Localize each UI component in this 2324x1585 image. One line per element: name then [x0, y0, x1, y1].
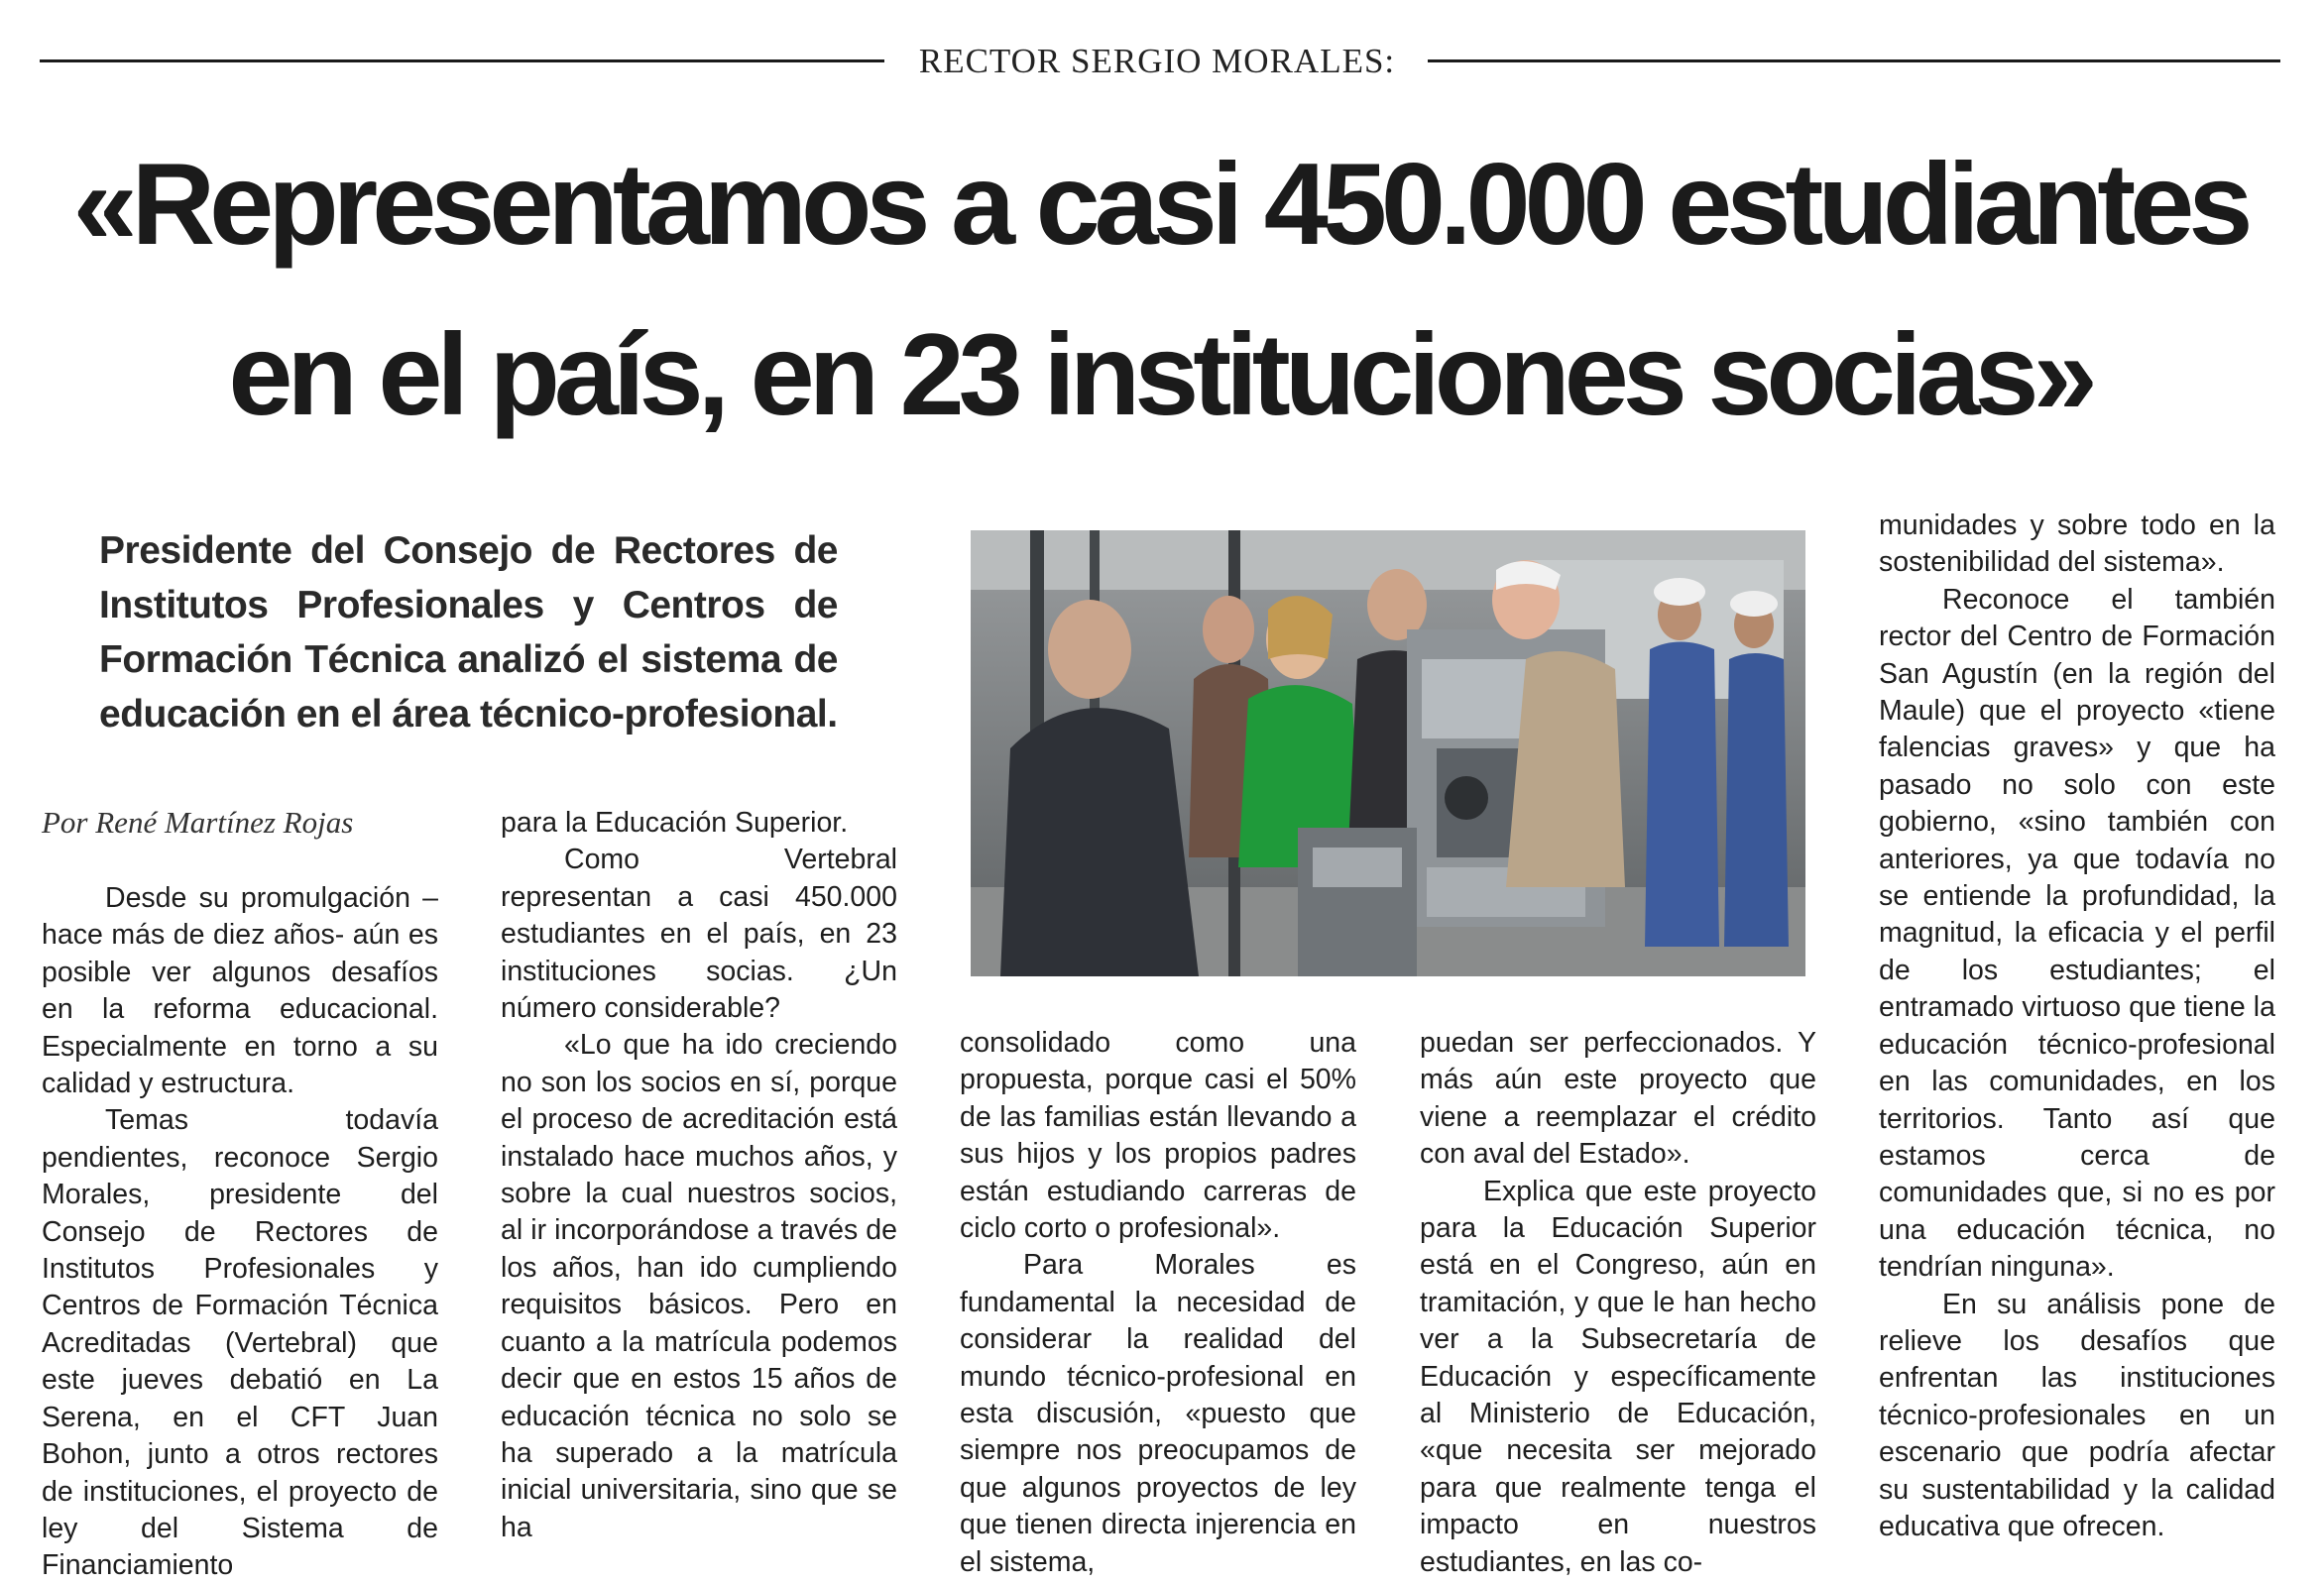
article-column-4	[1420, 1025, 1816, 1581]
news-photo	[971, 530, 1805, 976]
paragraph: para la Educación Superior.	[501, 807, 849, 839]
paragraph: Desde su promulgación –hace más de diez años- aún es posible ver algunos desafíos en la reforma educacional. Especialmente en torno a su calidad y estructura.	[42, 882, 438, 1100]
headline	[40, 119, 2280, 460]
kicker-label: RECTOR SERGIO MORALES:	[918, 42, 1396, 80]
kicker-bar	[40, 42, 2280, 85]
kicker-rule-left	[40, 59, 884, 62]
paragraph: Reconoce el también rector del Centro de Formación San Agustín (en la región del Maule) que el proyecto «tiene falencias graves» y que ha pasado no solo con este gobierno, «sino también con anteriores, ya que todavía no se entiende la profundidad, la magnitud, la eficacia y el perfil de los estudiantes; el entramado virtuoso que tiene la educación técnico-profesional en las comunidades, en los territorios. Tanto así que estamos cerca de comunidades que, si no es por una educación técnica, no tendrían ninguna».	[1879, 583, 2275, 1284]
paragraph: munidades y sobre todo en la sostenibilidad del sistema».	[1879, 509, 2275, 579]
article-column-2	[501, 805, 897, 1546]
paragraph: Como Vertebral representan a casi 450.000 estudiantes en el país, en 23 instituciones socias. ¿Un número considerable?	[501, 844, 897, 1025]
headline-line-1: «Representamos a casi 450.000 estudiantes	[72, 139, 2248, 269]
article-column-1	[42, 880, 438, 1585]
kicker-rule-right	[1428, 59, 2280, 62]
article-column-5	[1879, 508, 2275, 1545]
paragraph: Explica que este proyecto para la Educación Superior está en el Congreso, aún en tramitación, y que le han hecho ver a la Subsecretaría de Educación y específicamente al Ministerio de Educación, «que necesita ser mejorado para que realmente tenga el impacto en nuestros estudiantes, en las co-	[1420, 1175, 1816, 1578]
photo-illustration	[971, 530, 1805, 976]
paragraph: En su análisis pone de relieve los desafíos que enfrentan las instituciones técnico-profesionales en un escenario que podría afectar su sustentabilidad y la calidad educativa que ofrecen.	[1879, 1288, 2275, 1542]
paragraph: Para Morales es fundamental la necesidad de considerar la realidad del mundo técnico-profesional en esta discusión, «puesto que siempre nos preocupamos de que algunos proyectos de ley que tienen directa injerencia en el sistema,	[960, 1249, 1356, 1578]
paragraph: Temas todavía pendientes, reconoce Sergio Morales, presidente del Consejo de Rectores de Institutos Profesionales y Centros de Formación Técnica Acreditadas (Vertebral) que este jueves debatió en La Serena, en el CFT Juan Bohon, junto a otros rectores de instituciones, el proyecto de ley del Sistema de Financiamiento	[42, 1104, 438, 1582]
article-column-3	[960, 1025, 1356, 1581]
paragraph: puedan ser perfeccionados. Y más aún este proyecto que viene a reemplazar el crédito con aval del Estado».	[1420, 1027, 1816, 1171]
paragraph: consolidado como una propuesta, porque casi el 50% de las familias están llevando a sus hijos y los propios padres están estudiando carreras de ciclo corto o profesional».	[960, 1027, 1356, 1245]
byline: Por René Martínez Rojas	[42, 805, 354, 840]
headline-line-2: en el país, en 23 instituciones socias»	[228, 309, 2092, 439]
paragraph: «Lo que ha ido creciendo no son los socios en sí, porque el proceso de acreditación está instalado hace muchos años, y sobre la cual nuestros socios, al ir incorporándose a través de los años, han ido cumpliendo requisitos básicos. Pero en cuanto a la matrícula podemos decir que en estos 15 años de educación técnica no solo se ha superado a la matrícula inicial universitaria, sino que se ha	[501, 1029, 897, 1543]
deck-summary: Presidente del Consejo de Rectores de Institutos Profesionales y Centros de Formación Técnica analizó el sistema de educación en el área técnico-profesional.	[99, 529, 838, 736]
